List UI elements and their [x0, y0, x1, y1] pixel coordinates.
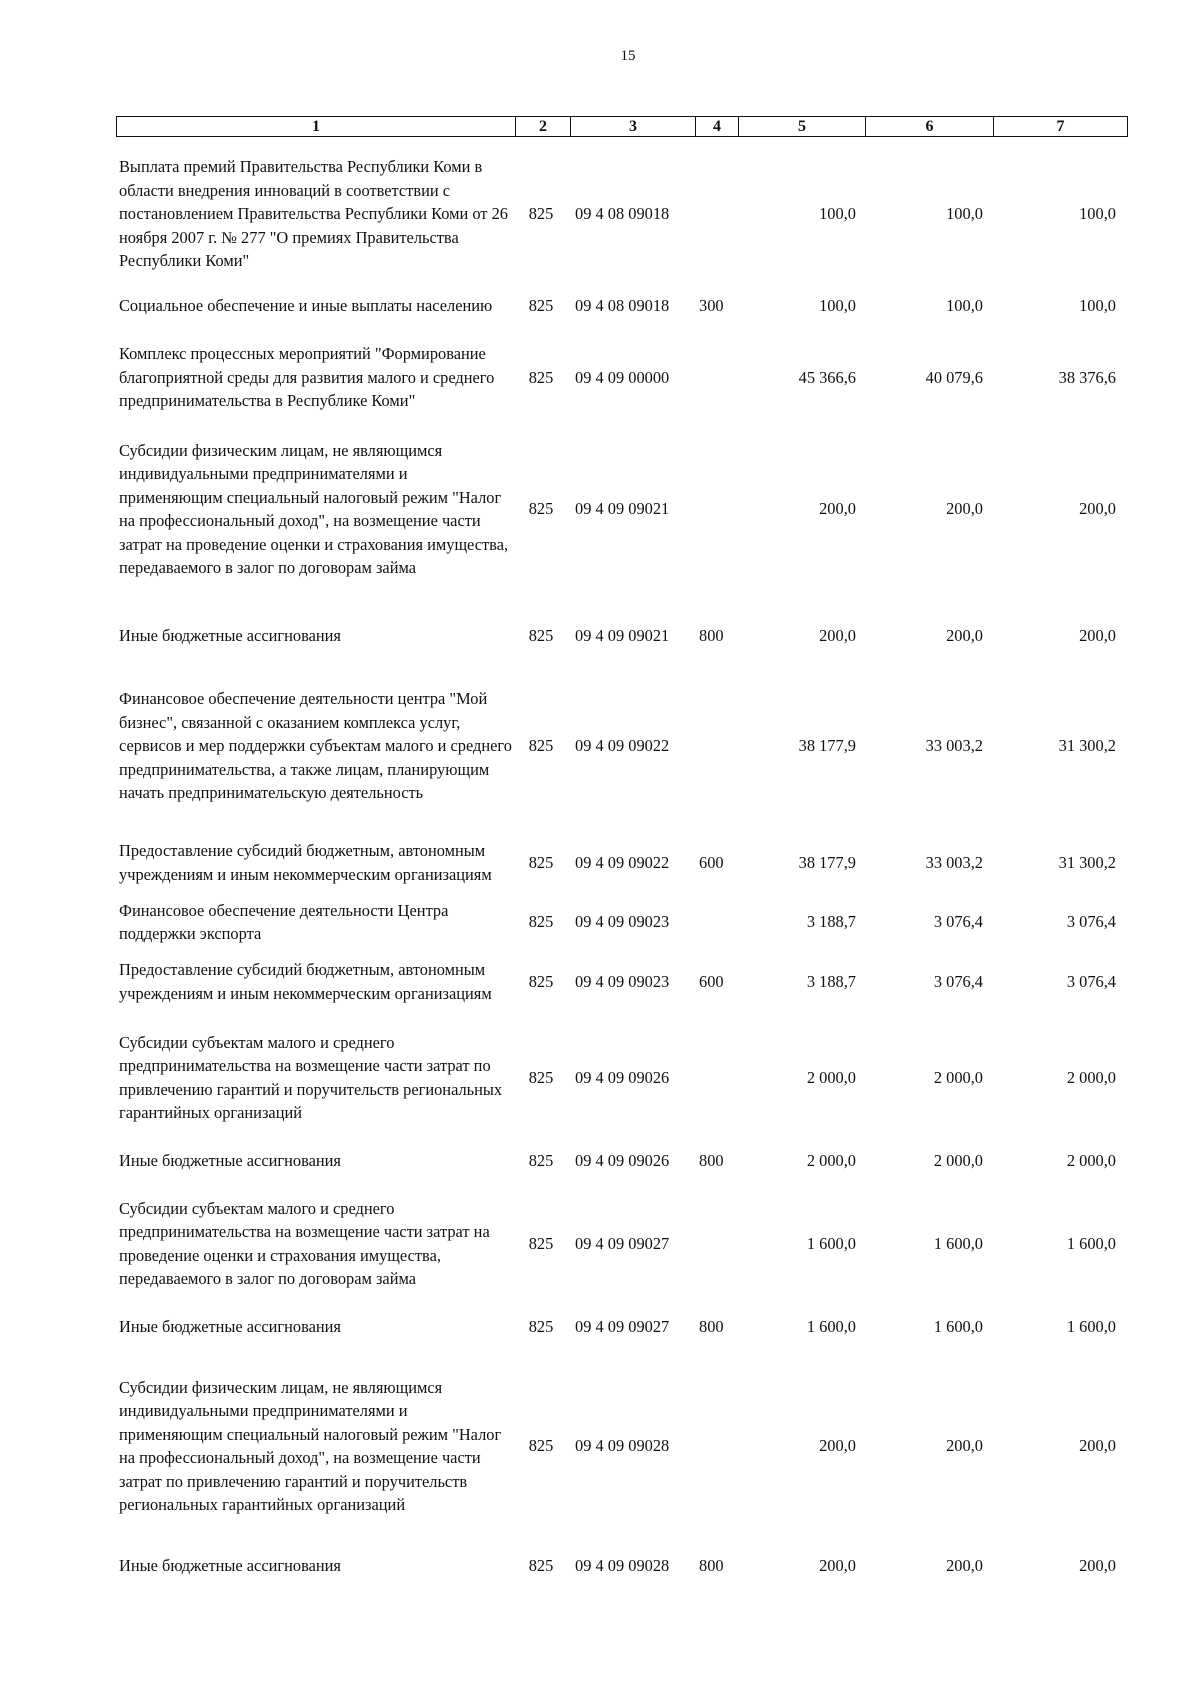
- table-row: [116, 1363, 1120, 1529]
- table-row: [116, 1315, 1120, 1339]
- cell-code: 09 4 09 09026: [575, 1151, 670, 1171]
- cell-type: 800: [699, 1151, 724, 1171]
- cell-value-7: 200,0: [1079, 1436, 1116, 1456]
- row-description: Иные бюджетные ассигнования: [119, 626, 341, 646]
- row-description: Выплата премий Правительства Республики Коми в области внедрения инноваций в соответствии с постановлением Правительства Республики Коми от 26 ноября 2007 г. № 277 "О премиях Правительства Республики Коми": [119, 157, 508, 271]
- cell-type: 600: [699, 971, 724, 991]
- page-number: 15: [620, 48, 636, 64]
- column-header: 1: [117, 117, 516, 137]
- cell-value-5: 3 188,7: [806, 971, 856, 991]
- cell-value-5: 45 366,6: [798, 367, 856, 387]
- cell-value-7: 3 076,4: [1066, 971, 1116, 991]
- row-description: Предоставление субсидий бюджетным, автономным учреждениям и иным некоммерческим организациям: [119, 841, 492, 884]
- cell-value-7: 1 600,0: [1066, 1233, 1116, 1253]
- cell-value-6: 200,0: [946, 1436, 983, 1456]
- table-row: [116, 282, 1120, 330]
- cell-code: 09 4 09 09027: [575, 1233, 670, 1253]
- table-row: [116, 438, 1120, 580]
- table-row: [116, 827, 1120, 898]
- cell-value-5: 200,0: [819, 1436, 856, 1456]
- cell-value-5: 1 600,0: [806, 1317, 856, 1337]
- cell-value-7: 200,0: [1079, 626, 1116, 646]
- row-description: Финансовое обеспечение деятельности Центра поддержки экспорта: [119, 900, 449, 943]
- cell-value-5: 200,0: [819, 1556, 856, 1576]
- row-description: Комплекс процессных мероприятий "Формирование благоприятной среды для развития малого и среднего предпринимательства в Республике Коми": [119, 344, 495, 411]
- cell-value-5: 1 600,0: [806, 1233, 856, 1253]
- cell-type: 600: [699, 852, 724, 872]
- cell-value-6: 1 600,0: [933, 1233, 983, 1253]
- cell-value-5: 38 177,9: [798, 852, 856, 872]
- cell-value-6: 2 000,0: [933, 1151, 983, 1171]
- cell-value-5: 2 000,0: [806, 1151, 856, 1171]
- cell-value-6: 33 003,2: [925, 736, 983, 756]
- column-header: 3: [571, 117, 696, 137]
- cell-code: 09 4 09 09022: [575, 852, 670, 872]
- cell-type: 300: [699, 296, 724, 316]
- column-header: 5: [739, 117, 866, 137]
- cell-gr: 825: [528, 1436, 554, 1456]
- cell-gr: 825: [528, 971, 554, 991]
- cell-code: 09 4 09 09021: [575, 626, 670, 646]
- table-row: [116, 155, 1120, 273]
- cell-gr: 825: [528, 296, 554, 316]
- cell-code: 09 4 08 09018: [575, 204, 670, 224]
- column-header: 2: [516, 117, 571, 137]
- cell-value-7: 2 000,0: [1066, 1067, 1116, 1087]
- row-description: Финансовое обеспечение деятельности центра "Мой бизнес", связанной с оказанием комплекса услуг, сервисов и мер поддержки субъектам малого и среднего предпринимательства, а также лицам, планирующим начать предпринимательскую деятельность: [119, 689, 512, 803]
- cell-gr: 825: [528, 1317, 554, 1337]
- cell-value-7: 100,0: [1079, 204, 1116, 224]
- cell-code: 09 4 09 09021: [575, 499, 670, 519]
- cell-type: 800: [699, 626, 724, 646]
- cell-value-7: 1 600,0: [1066, 1317, 1116, 1337]
- cell-type: 800: [699, 1317, 724, 1337]
- cell-value-7: 200,0: [1079, 1556, 1116, 1576]
- cell-value-6: 100,0: [946, 204, 983, 224]
- cell-value-7: 31 300,2: [1058, 852, 1116, 872]
- column-header: 7: [994, 117, 1128, 137]
- column-header: 4: [696, 117, 739, 137]
- cell-type: 800: [699, 1556, 724, 1576]
- table-row: [116, 1149, 1120, 1173]
- cell-code: 09 4 09 09027: [575, 1317, 670, 1337]
- table-row: [116, 1196, 1120, 1291]
- cell-value-7: 3 076,4: [1066, 912, 1116, 932]
- cell-value-5: 200,0: [819, 499, 856, 519]
- cell-value-5: 2 000,0: [806, 1067, 856, 1087]
- cell-value-6: 200,0: [946, 1556, 983, 1576]
- row-description: Предоставление субсидий бюджетным, автономным учреждениям и иным некоммерческим организациям: [119, 960, 492, 1003]
- row-description: Субсидии субъектам малого и среднего предпринимательства на возмещение части затрат на проведение оценки и страхования имущества, передаваемого в залог по договорам займа: [119, 1198, 490, 1288]
- cell-value-6: 3 076,4: [933, 971, 983, 991]
- cell-code: 09 4 09 09022: [575, 736, 670, 756]
- cell-value-6: 1 600,0: [933, 1317, 983, 1337]
- table-row: [116, 946, 1120, 1017]
- table-row: [116, 898, 1120, 946]
- cell-value-6: 33 003,2: [925, 852, 983, 872]
- cell-gr: 825: [528, 912, 554, 932]
- cell-value-5: 3 188,7: [806, 912, 856, 932]
- cell-gr: 825: [528, 1067, 554, 1087]
- cell-gr: 825: [528, 1151, 554, 1171]
- row-description: Иные бюджетные ассигнования: [119, 1151, 341, 1171]
- column-header-row: [116, 116, 1128, 137]
- row-description: Иные бюджетные ассигнования: [119, 1556, 341, 1576]
- table-row: [116, 1030, 1120, 1125]
- cell-gr: 825: [528, 1556, 554, 1576]
- cell-code: 09 4 09 09026: [575, 1067, 670, 1087]
- cell-value-7: 38 376,6: [1058, 367, 1116, 387]
- cell-value-5: 38 177,9: [798, 736, 856, 756]
- cell-value-6: 40 079,6: [925, 367, 983, 387]
- table-row: [116, 1554, 1120, 1578]
- cell-gr: 825: [528, 736, 554, 756]
- cell-value-7: 200,0: [1079, 499, 1116, 519]
- table-row: [116, 624, 1120, 648]
- cell-value-5: 100,0: [819, 296, 856, 316]
- cell-gr: 825: [528, 367, 554, 387]
- row-description: Субсидии физическим лицам, не являющимся индивидуальными предпринимателями и применяющим специальный налоговый режим "Налог на профессиональный доход", на возмещение части затрат на проведение оценки и страхования имущества, передаваемого в залог по договорам займа: [119, 440, 509, 577]
- cell-code: 09 4 09 00000: [575, 367, 670, 387]
- cell-code: 09 4 09 09023: [575, 912, 670, 932]
- cell-code: 09 4 09 09028: [575, 1436, 670, 1456]
- row-description: Субсидии физическим лицам, не являющимся индивидуальными предпринимателями и применяющим специальный налоговый режим "Налог на профессиональный доход", на возмещение части затрат по привлечению гарантий и поручительств региональных гарантийных организаций: [119, 1377, 502, 1514]
- cell-value-6: 200,0: [946, 499, 983, 519]
- cell-value-7: 31 300,2: [1058, 736, 1116, 756]
- cell-value-6: 200,0: [946, 626, 983, 646]
- cell-code: 09 4 08 09018: [575, 296, 670, 316]
- cell-value-6: 2 000,0: [933, 1067, 983, 1087]
- table-row: [116, 330, 1120, 425]
- row-description: Субсидии субъектам малого и среднего предпринимательства на возмещение части затрат по привлечению гарантий и поручительств региональных гарантийных организаций: [119, 1032, 503, 1122]
- cell-gr: 825: [528, 626, 554, 646]
- cell-value-5: 100,0: [819, 204, 856, 224]
- table-row: [116, 675, 1120, 817]
- cell-value-5: 200,0: [819, 626, 856, 646]
- cell-value-7: 100,0: [1079, 296, 1116, 316]
- cell-gr: 825: [528, 1233, 554, 1253]
- cell-gr: 825: [528, 852, 554, 872]
- cell-code: 09 4 09 09023: [575, 971, 670, 991]
- row-description: Социальное обеспечение и иные выплаты населению: [119, 296, 493, 316]
- cell-value-6: 100,0: [946, 296, 983, 316]
- cell-value-6: 3 076,4: [933, 912, 983, 932]
- cell-gr: 825: [528, 499, 554, 519]
- cell-value-7: 2 000,0: [1066, 1151, 1116, 1171]
- cell-gr: 825: [528, 204, 554, 224]
- column-header: 6: [866, 117, 994, 137]
- cell-code: 09 4 09 09028: [575, 1556, 670, 1576]
- row-description: Иные бюджетные ассигнования: [119, 1317, 341, 1337]
